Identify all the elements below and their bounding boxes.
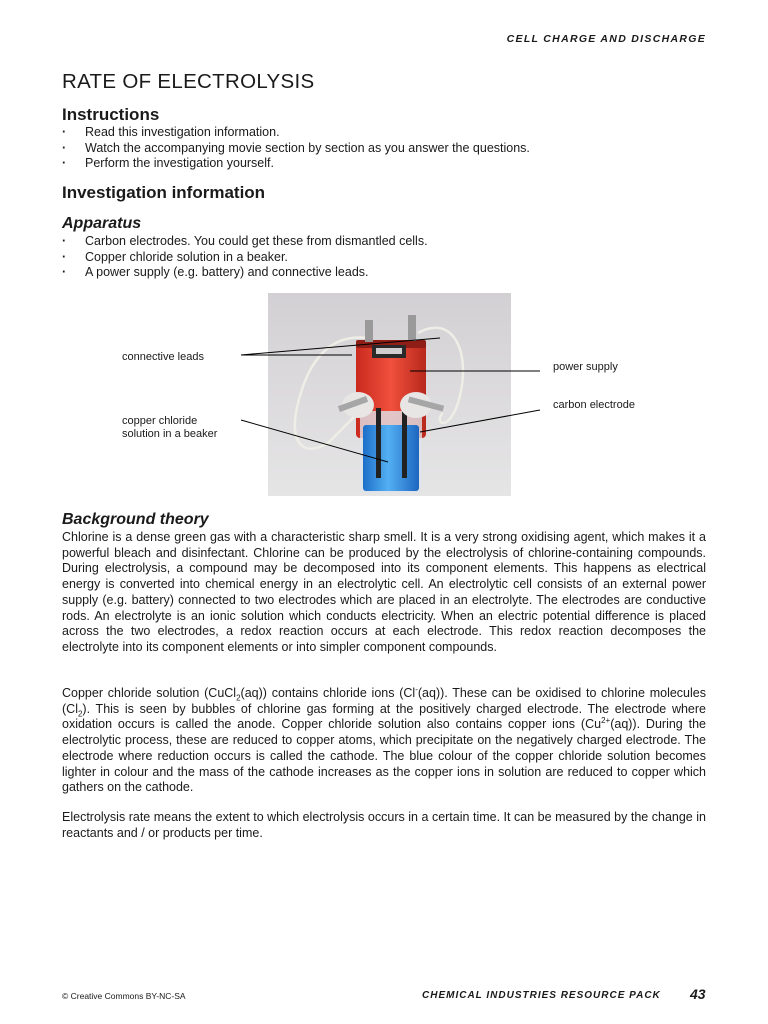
subscript: 2 xyxy=(77,709,83,719)
subscript: 2 xyxy=(236,693,241,703)
label-line: copper chloride xyxy=(122,415,198,427)
list-item: · Perform the investigation yourself. xyxy=(62,156,530,172)
running-head: CELL CHARGE AND DISCHARGE xyxy=(506,33,706,45)
publication-title: CHEMICAL INDUSTRIES RESOURCE PACK xyxy=(422,990,661,1001)
instructions-list xyxy=(62,125,530,172)
superscript: 2+ xyxy=(601,716,611,726)
list-item: · Carbon electrodes. You could get these from dismantled cells. xyxy=(62,234,428,250)
page-number: 43 xyxy=(690,986,706,1002)
label-line: solution in a beaker xyxy=(122,427,218,440)
license-text: © Creative Commons BY-NC-SA xyxy=(62,991,186,1001)
text-run: (aq)) contains chloride ions (Cl xyxy=(240,686,416,700)
background-paragraph-1: Chlorine is a dense green gas with a characteristic sharp smell. It is a very strong oxidising agent, which makes it a powerful bleach and disinfectant. Chlorine can be produced by the electrolysis of chlorine-containing compounds. During electrolysis, a compound may be decomposed into its component elements. This happens as electrical energy is converted into chemical energy in an electrolytic cell. An electrolytic cell consists of an external power supply (e.g. battery) connected to two electrodes which are placed in an electrolyte. The electrodes are conductive rods. An electrolyte is an ionic solution which conducts electricity. When an electric potential difference is placed across the two electrodes, a redox reaction occurs at each electrode. This redox reaction decomposes the electrolyte into its component elements or into simpler component compounds. xyxy=(62,530,706,654)
text-run: ). This is seen by bubbles of chlorine gas forming at the positively charged electrode. The electrode where oxidation occurs is called the anode. Copper chloride solution also contains copper ions (Cu xyxy=(62,701,706,732)
background-heading: Background theory xyxy=(62,511,209,528)
page-title: RATE OF ELECTROLYSIS xyxy=(62,70,315,93)
label-copper-chloride xyxy=(122,415,217,440)
instructions-heading: Instructions xyxy=(62,105,160,124)
text-run: (aq)). During the electrolytic process, these are reduced to copper atoms, which precipitate on the negatively charged electrode. The electrode where reduction occurs is called the cathode. The blue colour of the copper chloride solution becomes lighter in colour and the mass of the cathode increases as the copper ions in solution are reduced to copper which gathers on the cathode. xyxy=(62,717,707,795)
background-paragraph-2 xyxy=(62,686,706,796)
text-run: Copper chloride solution (CuCl xyxy=(62,686,237,700)
apparatus-list xyxy=(62,234,428,281)
label-power-supply: power supply xyxy=(553,361,618,373)
label-carbon-electrode: carbon electrode xyxy=(553,399,635,411)
list-item: · Copper chloride solution in a beaker. xyxy=(62,250,428,266)
list-item: · Watch the accompanying movie section by section as you answer the questions. xyxy=(62,141,530,157)
apparatus-heading: Apparatus xyxy=(62,215,142,232)
label-connective-leads: connective leads xyxy=(122,351,204,363)
list-item: · Read this investigation information. xyxy=(62,125,530,141)
background-paragraph-3: Electrolysis rate means the extent to which electrolysis occurs in a certain time. It can be measured by the change in reactants and / or products per time. xyxy=(62,810,706,840)
superscript: - xyxy=(415,684,418,694)
list-item: · A power supply (e.g. battery) and connective leads. xyxy=(62,265,428,281)
text-run: (aq)). These can be oxidised to chlorine molecules (Cl xyxy=(62,686,706,716)
apparatus-photo xyxy=(268,293,511,496)
investigation-heading: Investigation information xyxy=(62,183,266,202)
